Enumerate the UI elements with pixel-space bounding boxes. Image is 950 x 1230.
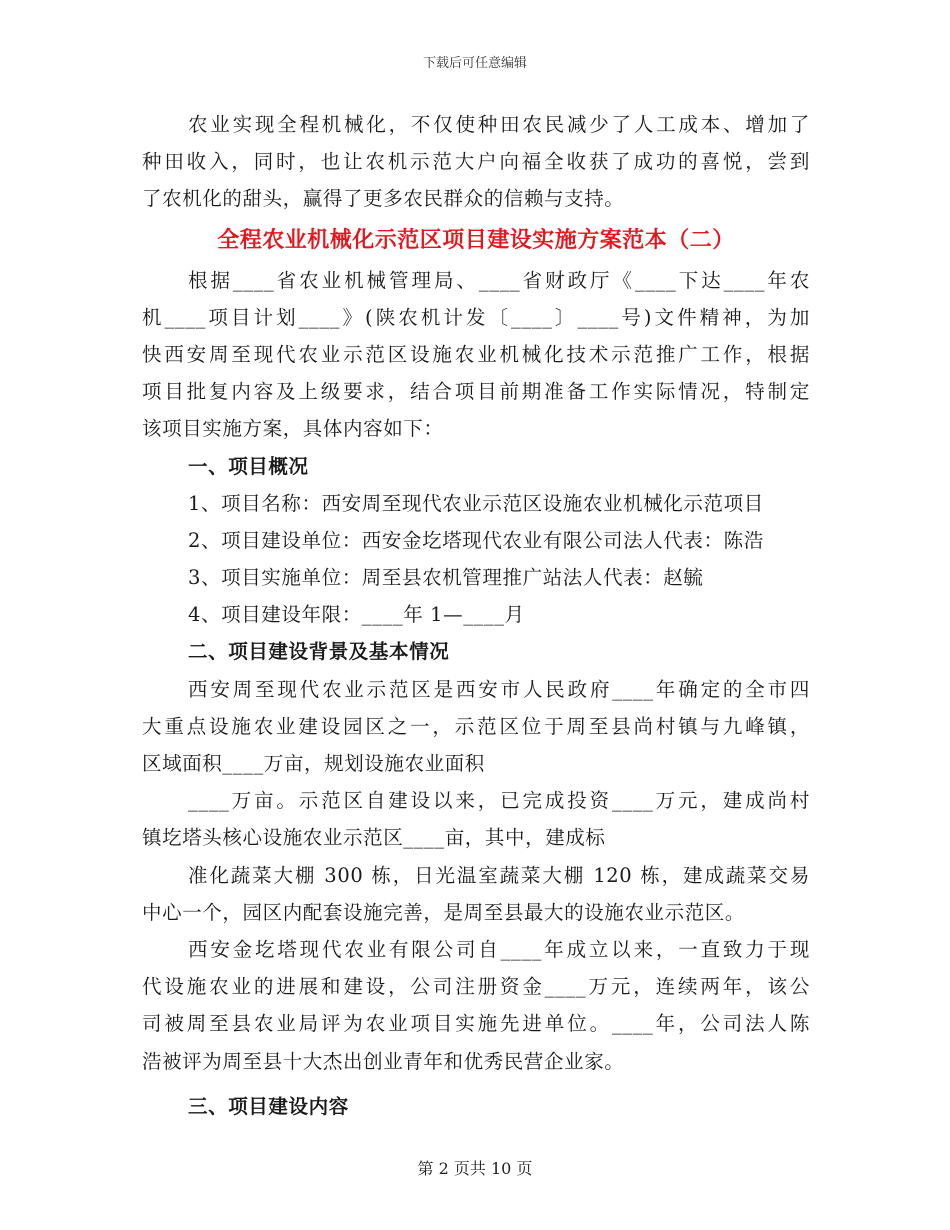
section-heading: 三、项目建设内容 (188, 1094, 349, 1118)
paragraph-line: 西安周至现代农业示范区是西安市人民政府____年确定的全市四 (188, 677, 810, 701)
paragraph-line: 机____项目计划____》(陕农机计发〔____〕____号)文件精神，为加 (142, 305, 810, 329)
document-title: 全程农业机械化示范区项目建设实施方案范本（二） (217, 226, 735, 253)
list-item: 4、项目建设年限：____年 1—____月 (188, 603, 525, 627)
paragraph-line: 区域面积____万亩，规划设施农业面积 (142, 752, 485, 775)
paragraph-line: 中心一个，园区内配套设施完善，是周至县最大的设施农业示范区。 (142, 900, 746, 924)
spacer (142, 1080, 810, 1088)
paragraph-line: ____万亩。示范区自建设以来，已完成投资____万元，建成尚村 (188, 789, 810, 813)
list-item: 2、项目建设单位：西安金圪塔现代农业有限公司法人代表：陈浩 (188, 528, 764, 552)
page-header: 下载后可任意编辑 (422, 56, 527, 71)
paragraph-line: 西安金圪塔现代农业有限公司自____年成立以来，一直致力于现 (188, 937, 810, 961)
list-item: 3、项目实施单位：周至县农机管理推广站法人代表：赵毓 (188, 566, 704, 590)
paragraph-line: 大重点设施农业建设园区之一，示范区位于周至县尚村镇与九峰镇， (142, 714, 810, 738)
section-heading: 一、项目概况 (188, 454, 309, 478)
section-heading: 二、项目建设背景及基本情况 (188, 640, 450, 664)
list-item: 1、项目名称：西安周至现代农业示范区设施农业机械化示范项目 (188, 491, 764, 515)
intro-line: 农业实现全程机械化，不仅使种田农民减少了人工成本、增加了 (188, 113, 810, 136)
paragraph-line: 项目批复内容及上级要求，结合项目前期准备工作实际情况，特制定 (142, 380, 810, 404)
paragraph-line: 浩被评为周至县十大杰出创业青年和优秀民营企业家。 (142, 1049, 625, 1073)
paragraph-line: 准化蔬菜大棚 300 栋，日光温室蔬菜大棚 120 栋，建成蔬菜交易 (188, 863, 810, 887)
paragraph-line: 代设施农业的进展和建设，公司注册资金____万元，连续两年，该公 (142, 975, 810, 999)
paragraph-line: 根据____省农业机械管理局、____省财政厅《____下达____年农 (188, 268, 810, 292)
paragraph-line: 该项目实施方案，具体内容如下： (142, 417, 444, 441)
paragraph-line: 镇圪塔头核心设施农业示范区____亩，其中，建成标 (142, 826, 606, 850)
intro-line: 了农机化的甜头，赢得了更多农民群众的信赖与支持。 (142, 187, 625, 211)
intro-line: 种田收入，同时，也让农机示范大户向福全收获了成功的喜悦，尝到 (142, 150, 810, 174)
page-number: 第 2 页共 10 页 (417, 1159, 533, 1178)
paragraph-line: 司被周至县农业局评为农业项目实施先进单位。____年，公司法人陈 (142, 1012, 810, 1036)
document-body (142, 106, 810, 1125)
paragraph-line: 快西安周至现代农业示范区设施农业机械化技术示范推广工作，根据 (142, 342, 810, 366)
